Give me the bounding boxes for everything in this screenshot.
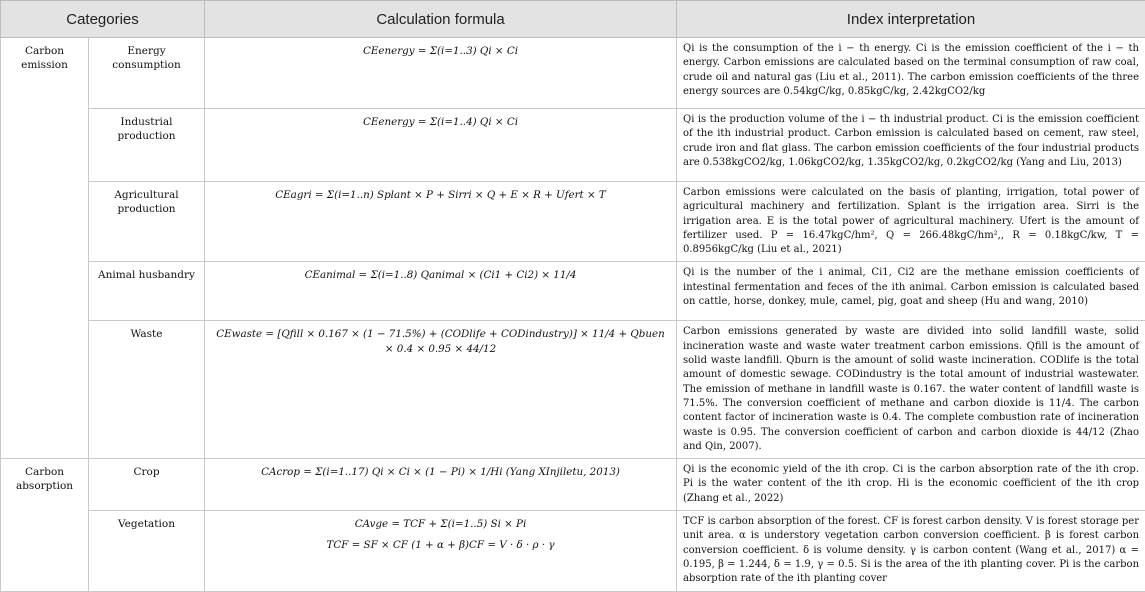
table-row xyxy=(1,511,1145,591)
header-formula: Calculation formula xyxy=(205,1,677,38)
category-cell: Energy consumption xyxy=(89,38,205,109)
formula-text: CEagri = Σ(i=1..n) Splant × P + Sirri × Q + E × R + Ufert × T xyxy=(211,188,670,203)
interpretation-cell: TCF is carbon absorption of the forest. CF is forest carbon density. V is forest storage per unit area. α is understory vegetation carbon conversion coefficient. β is forest carbon conversion coefficient. δ is volume density. γ is carbon content (Wang et al., 2017) α = 0.195, β = 1.244, δ = 1.9, γ = 0.5. Si is the area of the ith planting cover. Pi is the carbon absorption rate of the ith planting cover xyxy=(677,511,1145,591)
table-row xyxy=(1,109,1145,182)
formula-cell xyxy=(205,321,677,459)
interpretation-cell: Carbon emissions generated by waste are divided into solid landfill waste, solid incineration waste and waste water treatment carbon emissions. Qfill is the amount of solid waste landfill. Qburn is the amount of solid waste incineration. CODlife is the total amount of domestic sewage. CODindustry is the total amount of industrial wastewater. The emission of methane in landfill waste is 0.167. the water content of landfill waste is 71.5%. The conversion coefficient of methane and carbon dioxide is 11/4. The carbon content factor of incineration waste is 0.4. The complete combustion rate of incineration waste is 0.95. The conversion coefficient of carbon and carbon dioxide is 44/12 (Zhao and Qin, 2007). xyxy=(677,321,1145,459)
formula-text: CEenergy = Σ(i=1..4) Qi × Ci xyxy=(211,115,670,130)
header-categories: Categories xyxy=(1,1,205,38)
formula-cell xyxy=(205,38,677,109)
category-cell: Animal husbandry xyxy=(89,262,205,321)
category-cell: Crop xyxy=(89,459,205,511)
header-row xyxy=(1,1,1145,38)
formula-text: CEenergy = Σ(i=1..3) Qi × Ci xyxy=(211,44,670,59)
category-cell: Vegetation xyxy=(89,511,205,591)
table-row xyxy=(1,321,1145,459)
formula-text: CAcrop = Σ(i=1..17) Qi × Ci × (1 − Pi) × 1/Hi (Yang XInjiletu, 2013) xyxy=(211,465,670,480)
formula-text: CEwaste = [Qfill × 0.167 × (1 − 71.5%) + (CODlife + CODindustry)] × 11/4 + Qbuen × 0.4 × 0.95 × 44/12 xyxy=(211,327,670,356)
formula-cell xyxy=(205,459,677,511)
interpretation-cell: Qi is the production volume of the i − th industrial product. Ci is the emission coefficient of the ith industrial product. Carbon emission is calculated based on cement, raw steel, crude iron and flat glass. The carbon emission coefficients of the four industrial products are 0.538kgCO2/kg, 1.06kgCO2/kg, 1.35kgCO2/kg, 0.2kgCO2/kg (Yang and Liu, 2013) xyxy=(677,109,1145,182)
group-label: Carbon absorption xyxy=(1,459,89,591)
category-cell: Industrial production xyxy=(89,109,205,182)
interpretation-cell: Qi is the number of the i animal, Ci1, Ci2 are the methane emission coefficients of intestinal fermentation and feces of the ith animal. Carbon emission is calculated based on cattle, horse, donkey, mule, camel, pig, goat and sheep (Hu and wang, 2010) xyxy=(677,262,1145,321)
formula-cell xyxy=(205,262,677,321)
formula-text: CEanimal = Σ(i=1..8) Qanimal × (Ci1 + Ci2) × 11/4 xyxy=(211,268,670,283)
interpretation-cell: Qi is the economic yield of the ith crop. Ci is the carbon absorption rate of the ith crop. Pi is the water content of the ith crop. Hi is the economic coefficient of the ith crop (Zhang et al., 2022) xyxy=(677,459,1145,511)
interpretation-cell: Carbon emissions were calculated on the basis of planting, irrigation, total power of agricultural machinery and fertilization. Splant is the irrigation area. Sirri is the irrigation area. E is the total power of agricultural machinery. Ufert is the amount of fertilizer used. P = 16.47kgC/hm², Q = 266.48kgC/hm²,, R = 0.18kgC/kw, T = 0.8956kgC/kg (Liu et al., 2021) xyxy=(677,182,1145,262)
category-cell: Agricultural production xyxy=(89,182,205,262)
formula-cell xyxy=(205,511,677,591)
table-row xyxy=(1,262,1145,321)
table-row xyxy=(1,182,1145,262)
interpretation-cell: Qi is the consumption of the i − th energy. Ci is the emission coefficient of the i − th energy. Carbon emissions are calculated based on the terminal consumption of raw coal, crude oil and natural gas (Liu et al., 2011). The carbon emission coefficients of the three energy sources are 0.54kgC/kg, 0.85kgC/kg, 2.42kgCO2/kg xyxy=(677,38,1145,109)
formula-text: TCF = SF × CF (1 + α + β)CF = V · δ · ρ · γ xyxy=(211,538,670,553)
table-row xyxy=(1,38,1145,109)
table-row xyxy=(1,459,1145,511)
formula-cell xyxy=(205,109,677,182)
header-interpretation: Index interpretation xyxy=(677,1,1145,38)
formula-cell xyxy=(205,182,677,262)
group-label: Carbon emission xyxy=(1,38,89,459)
category-cell: Waste xyxy=(89,321,205,459)
formula-text: CAvge = TCF + Σ(i=1..5) Si × Pi xyxy=(211,517,670,532)
